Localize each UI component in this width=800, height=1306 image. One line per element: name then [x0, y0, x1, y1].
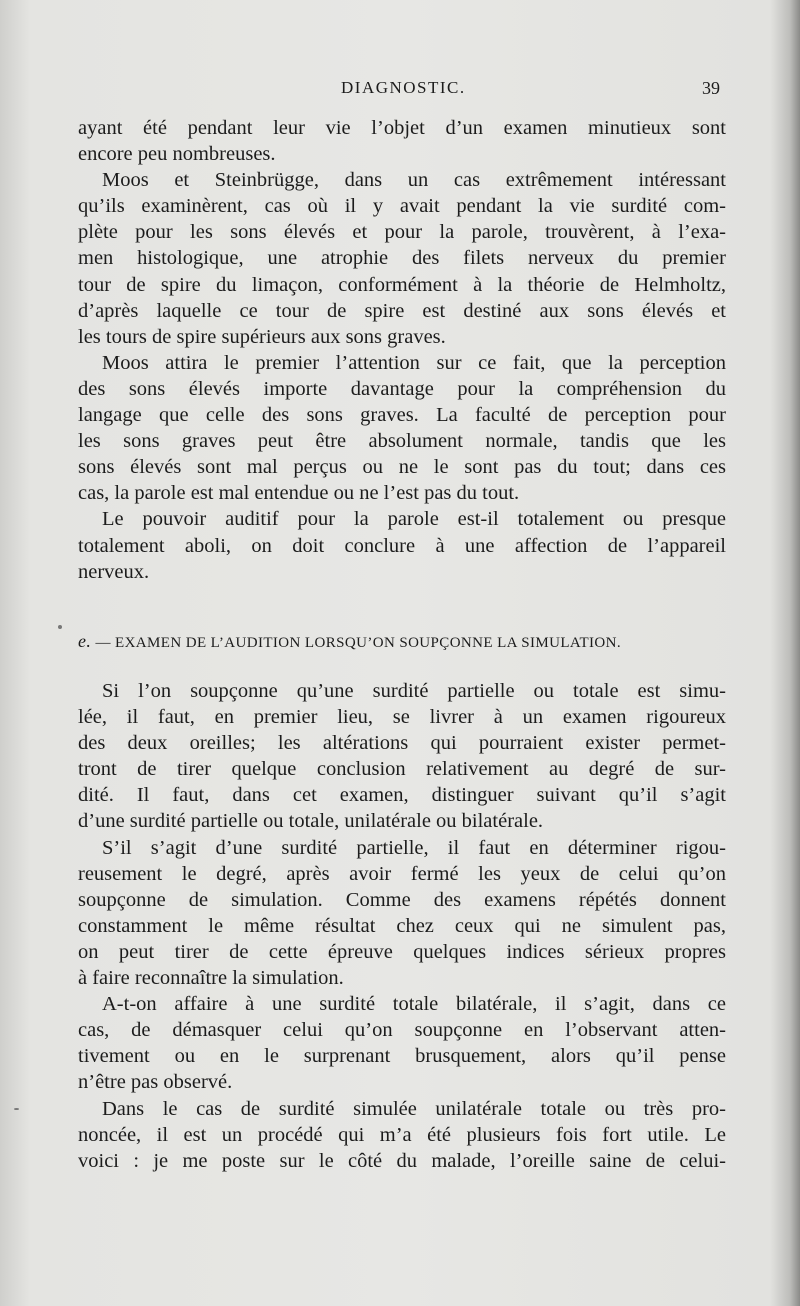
paragraph-moos-steinbrugge [78, 167, 726, 350]
text-line: constamment le même résultat chez ceux qui ne simulent pas, [78, 914, 726, 937]
text-line: Le pouvoir auditif pour la parole est-il totalement ou presque [102, 508, 726, 531]
paragraph-soupconne [78, 678, 726, 835]
text-line: qu’ils examinèrent, cas où il y avait pendant la vie surdité com- [78, 195, 726, 218]
text-line: reusement le degré, après avoir fermé les yeux de celui qu’on [78, 862, 726, 885]
text-line: à faire reconnaître la simulation. [78, 967, 344, 990]
text-line: S’il s’agit d’une surdité partielle, il faut en déterminer rigou- [102, 836, 726, 859]
text-line: Moos attira le premier l’attention sur ce fait, que la perception [102, 351, 726, 374]
section-heading [78, 631, 726, 652]
paragraph-moos-attention [78, 350, 726, 507]
section-dash: — [95, 635, 111, 651]
text-line: ayant été pendant leur vie l’objet d’un examen minutieux sont [78, 117, 726, 139]
text-line: n’être pas observé. [78, 1071, 233, 1094]
text-line: tour de spire du limaçon, conformément à la théorie de Helmholtz, [78, 273, 726, 296]
paragraph-surdite-partielle [78, 835, 726, 992]
text-line: men histologique, une atrophie des filets nerveux du premier [78, 247, 726, 270]
text-line: des deux oreilles; les altérations qui pourraient exister permet- [78, 732, 726, 755]
text-line: langage que celle des sons graves. La faculté de perception pour [78, 404, 726, 427]
text-line: sons élevés sont mal perçus ou ne le sont pas du tout; dans ces [78, 456, 726, 479]
text-line: plète pour les sons élevés et pour la parole, trouvèrent, à l’exa- [78, 221, 726, 244]
paragraph-continued [78, 115, 726, 167]
text-line: lée, il faut, en premier lieu, se livrer à un examen rigoureux [78, 706, 726, 729]
paragraph-pouvoir-auditif [78, 506, 726, 584]
text-line: encore peu nombreuses. [78, 143, 276, 166]
page-number: 39 [702, 78, 720, 98]
section-letter: e. [78, 631, 92, 651]
text-line: d’après laquelle ce tour de spire est destiné aux sons élevés et [78, 299, 726, 322]
text-line: on peut tirer de cette épreuve quelques indices sérieux propres [78, 940, 726, 963]
scan-speck [58, 625, 62, 629]
text-line: cas, la parole est mal entendue ou ne l’est pas du tout. [78, 482, 520, 505]
text-line: voici : je me poste sur le côté du malade, l’oreille saine de celui- [78, 1149, 726, 1172]
text-line: dité. Il faut, dans cet examen, distinguer suivant qu’il s’agit [78, 784, 726, 807]
body-text-top [78, 115, 726, 585]
section-title: EXAMEN DE L’AUDITION LORSQU’ON SOUPÇONNE LA SIMULATION. [115, 635, 622, 651]
text-line: soupçonne de simulation. Comme des examens répétés donnent [78, 888, 726, 911]
paragraph-surdite-totale [78, 991, 726, 1095]
text-line: totalement aboli, on doit conclure à une affection de l’appareil [78, 534, 726, 557]
body-text-bottom [78, 678, 726, 1174]
text-line: tront de tirer quelque conclusion relativement au degré de sur- [78, 758, 726, 781]
text-line: les sons graves peut être absolument normale, tandis que les [78, 430, 726, 453]
text-line: Dans le cas de surdité simulée unilatérale totale ou très pro- [102, 1097, 726, 1120]
text-line: des sons élevés importe davantage pour la compréhension du [78, 377, 726, 400]
text-line: Moos et Steinbrügge, dans un cas extrêmement intéressant [102, 169, 726, 192]
text-line: les tours de spire supérieurs aux sons graves. [78, 325, 446, 348]
text-line: tivement ou en le surprenant brusquement, alors qu’il pense [78, 1045, 726, 1068]
text-line: noncée, il est un procédé qui m’a été plusieurs fois fort utile. Le [78, 1123, 726, 1146]
page-header [0, 78, 800, 102]
text-line: Si l’on soupçonne qu’une surdité partielle ou totale est simu- [102, 680, 726, 702]
text-line: A-t-on affaire à une surdité totale bilatérale, il s’agit, dans ce [102, 993, 726, 1016]
running-title: DIAGNOSTIC. [341, 78, 466, 97]
text-line: d’une surdité partielle ou totale, unilatérale ou bilatérale. [78, 810, 544, 833]
text-line: cas, de démasquer celui qu’on soupçonne en l’observant atten- [78, 1019, 726, 1042]
paragraph-unilaterale [78, 1096, 726, 1174]
text-line: nerveux. [78, 560, 150, 583]
scan-speck [14, 1108, 19, 1110]
